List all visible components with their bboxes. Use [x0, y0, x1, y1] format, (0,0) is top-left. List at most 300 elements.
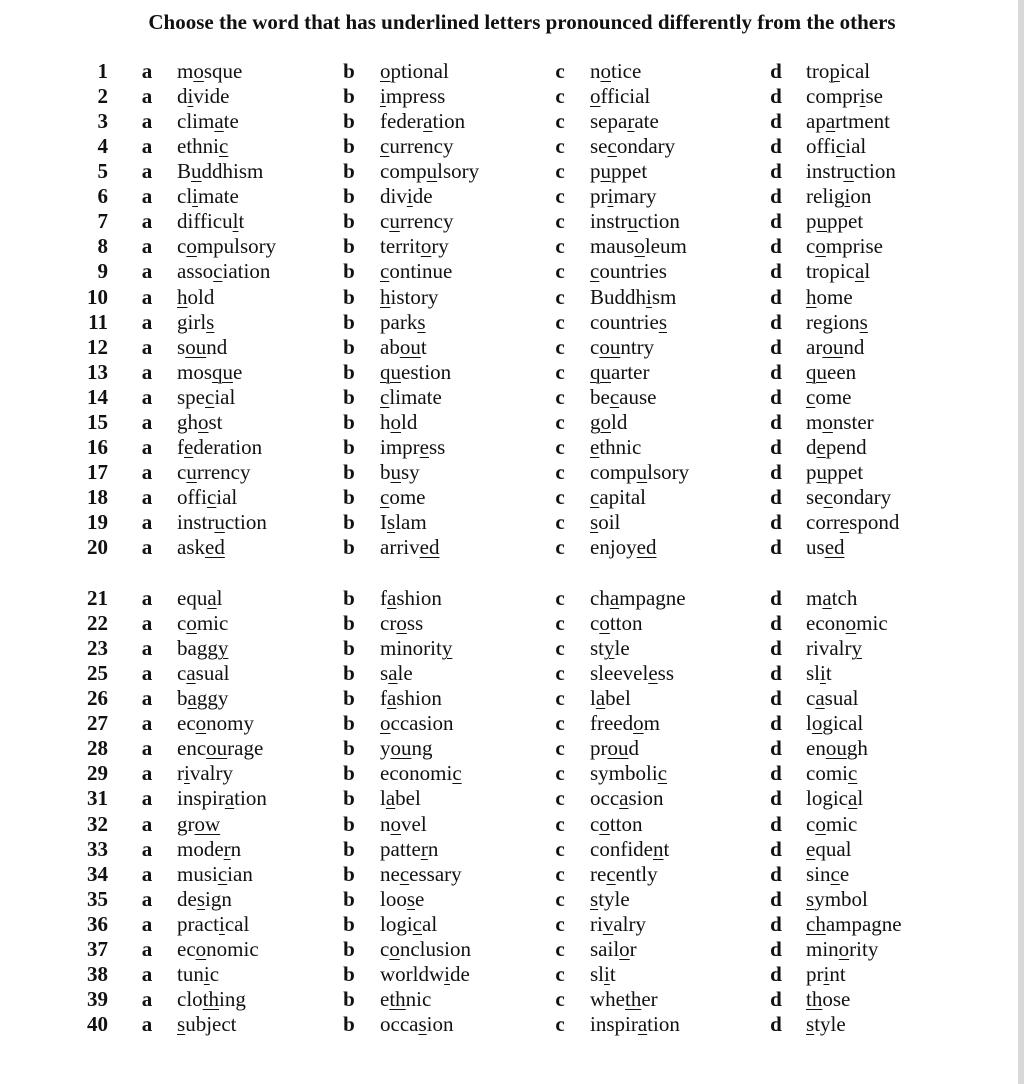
option-letter-d: d: [770, 159, 782, 184]
option-word-c: slit: [590, 961, 616, 986]
option-word-c: label: [590, 686, 631, 711]
option-letter-a: a: [141, 109, 153, 134]
option-letter-c: c: [555, 1011, 565, 1036]
option-word-b: federation: [380, 109, 466, 134]
option-letter-c: c: [555, 961, 565, 986]
underlined-letters: ou: [599, 334, 621, 359]
underlined-letters: u: [816, 459, 827, 484]
underlined-letters: a: [224, 786, 235, 811]
option-word-a: practical: [177, 911, 250, 936]
option-word-b: impress: [380, 84, 446, 108]
option-letter-c: c: [555, 459, 565, 484]
option-word-b: fashion: [380, 686, 442, 711]
underlined-letters: a: [207, 586, 217, 610]
underlined-letters: u: [816, 209, 827, 234]
option-word-b: arrived: [380, 535, 440, 559]
option-word-c: compulsory: [590, 459, 690, 484]
question-row: [0, 862, 1000, 887]
option-letter-b: b: [343, 409, 355, 434]
option-letter-b: b: [343, 535, 355, 559]
option-word-d: religion: [806, 184, 872, 209]
question-row: [0, 259, 1000, 284]
underlined-letters: i: [192, 184, 198, 209]
option-letter-c: c: [555, 284, 565, 309]
option-word-a: casual: [177, 661, 230, 686]
option-word-d: instruction: [806, 159, 896, 184]
underlined-letters: o: [380, 59, 391, 83]
question-row: [0, 962, 1000, 987]
question-row: [0, 385, 1000, 410]
option-letter-b: b: [343, 334, 355, 359]
option-letter-a: a: [141, 611, 153, 636]
option-letter-d: d: [770, 334, 782, 359]
option-letter-c: c: [555, 359, 565, 384]
option-letter-a: a: [141, 986, 153, 1011]
page-title: Choose the word that has underlined letters pronounced differently from the others: [148, 10, 896, 34]
question-row: [0, 59, 1000, 84]
question-row: [0, 460, 1000, 485]
question-number: 12: [87, 334, 108, 359]
option-letter-a: a: [141, 184, 153, 209]
option-letter-a: a: [141, 661, 153, 686]
underlined-letters: c: [830, 861, 840, 886]
option-letter-c: c: [555, 309, 565, 334]
option-letter-a: a: [141, 234, 153, 259]
option-letter-d: d: [770, 636, 782, 661]
option-word-a: economy: [177, 711, 254, 736]
option-word-b: divide: [380, 184, 433, 209]
option-word-d: symbol: [806, 886, 868, 911]
underlined-letters: o: [420, 234, 432, 259]
question-row: [0, 636, 1000, 661]
option-letter-c: c: [555, 234, 565, 259]
underlined-letters: o: [599, 611, 610, 636]
underlined-letters: o: [845, 611, 857, 636]
question-number: 7: [97, 209, 108, 234]
underlined-letters: o: [590, 84, 601, 108]
option-letter-d: d: [770, 786, 782, 811]
option-word-d: comprise: [806, 84, 883, 108]
question-row: [0, 586, 1000, 611]
question-number: 34: [87, 861, 108, 886]
option-word-d: style: [806, 1011, 846, 1036]
option-letter-d: d: [770, 686, 782, 711]
underlined-letters: ou: [607, 736, 629, 761]
underlined-letters: ou: [185, 334, 207, 359]
option-word-c: cotton: [590, 811, 643, 836]
option-word-c: separate: [590, 109, 659, 134]
option-letter-b: b: [343, 886, 355, 911]
underlined-letters: s: [590, 509, 599, 534]
option-letter-a: a: [141, 209, 153, 234]
question-number: 19: [87, 509, 108, 534]
option-word-c: secondary: [590, 134, 676, 159]
option-word-a: baggy: [177, 686, 229, 711]
option-word-c: ethnic: [590, 434, 642, 459]
underlined-letters: o: [193, 59, 204, 83]
option-letter-a: a: [141, 1011, 153, 1036]
question-row: [0, 937, 1000, 962]
underlined-letters: h: [177, 284, 188, 309]
option-letter-c: c: [555, 484, 565, 509]
option-word-d: comic: [806, 761, 858, 786]
underlined-letters: a: [619, 786, 629, 811]
underlined-letters: i: [646, 284, 652, 309]
question-number: 27: [87, 711, 108, 736]
option-word-a: climate: [177, 109, 239, 134]
option-word-c: countries: [590, 259, 667, 284]
option-letter-c: c: [555, 259, 565, 284]
option-word-c: mausoleum: [590, 234, 687, 259]
option-letter-a: a: [141, 786, 153, 811]
option-word-c: soil: [590, 509, 621, 534]
option-word-d: comprise: [806, 234, 883, 259]
option-word-d: enough: [806, 736, 868, 761]
question-row: [0, 611, 1000, 636]
option-letter-d: d: [770, 711, 782, 736]
option-word-b: parks: [380, 309, 426, 334]
option-letter-c: c: [555, 409, 565, 434]
option-word-b: loose: [380, 886, 425, 911]
option-letter-a: a: [141, 886, 153, 911]
underlined-letters: h: [380, 284, 391, 309]
question-number: 32: [87, 811, 108, 836]
underlined-letters: e: [590, 434, 600, 459]
option-word-d: puppet: [806, 459, 864, 484]
option-word-d: come: [806, 384, 852, 409]
option-word-d: equal: [806, 836, 852, 861]
option-letter-d: d: [770, 811, 782, 836]
option-letter-a: a: [141, 409, 153, 434]
underlined-letters: u: [214, 509, 225, 534]
option-letter-c: c: [555, 686, 565, 711]
underlined-letters: i: [607, 184, 614, 209]
option-letter-c: c: [555, 761, 565, 786]
option-word-d: rivalry: [806, 636, 862, 661]
question-number: 4: [97, 134, 108, 159]
underlined-letters: ow: [194, 811, 221, 836]
underlined-letters: a: [815, 686, 825, 711]
option-word-a: rivalry: [177, 761, 233, 786]
option-word-b: pattern: [380, 836, 439, 861]
option-word-c: sailor: [590, 936, 637, 961]
option-letter-d: d: [770, 409, 782, 434]
option-word-a: Buddhism: [177, 159, 264, 184]
option-letter-d: d: [770, 736, 782, 761]
option-word-d: since: [806, 861, 850, 886]
underlined-letters: s: [859, 309, 868, 334]
option-letter-a: a: [141, 836, 153, 861]
option-word-d: minority: [806, 936, 879, 961]
underlined-letters: r: [420, 836, 428, 861]
option-letter-d: d: [770, 986, 782, 1011]
underlined-letters: qu: [806, 359, 827, 384]
question-row: [0, 410, 1000, 435]
question-row: [0, 310, 1000, 335]
question-row: [0, 736, 1000, 761]
option-letter-d: d: [770, 459, 782, 484]
question-row: [0, 360, 1000, 385]
option-word-c: confident: [590, 836, 670, 861]
option-letter-b: b: [343, 134, 355, 159]
question-row: [0, 159, 1000, 184]
underlined-letters: i: [380, 84, 386, 108]
question-row: [0, 711, 1000, 736]
option-word-a: climate: [177, 184, 239, 209]
underlined-letters: h: [806, 284, 817, 309]
option-letter-c: c: [555, 184, 565, 209]
underlined-letters: s: [658, 309, 667, 334]
option-letter-b: b: [343, 234, 355, 259]
option-letter-d: d: [770, 886, 782, 911]
underlined-letters: o: [815, 811, 826, 836]
underlined-letters: a: [423, 109, 433, 134]
option-letter-d: d: [770, 384, 782, 409]
option-letter-c: c: [555, 586, 565, 610]
option-letter-a: a: [141, 761, 153, 786]
underlined-letters: o: [600, 409, 611, 434]
underlined-letters: i: [444, 961, 451, 986]
question-row: [0, 887, 1000, 912]
option-letter-a: a: [141, 961, 153, 986]
underlined-letters: s: [196, 886, 206, 911]
underlined-letters: i: [820, 661, 826, 686]
underlined-letters: i: [218, 911, 225, 936]
option-word-d: champagne: [806, 911, 902, 936]
option-word-a: clothing: [177, 986, 246, 1011]
underlined-letters: ed: [205, 535, 225, 559]
option-letter-d: d: [770, 911, 782, 936]
underlined-letters: o: [634, 234, 645, 259]
option-word-a: baggy: [177, 636, 229, 661]
option-letter-b: b: [343, 484, 355, 509]
underlined-letters: o: [600, 59, 611, 83]
option-word-d: tropical: [806, 59, 871, 83]
option-letter-a: a: [141, 59, 153, 83]
question-row: [0, 661, 1000, 686]
underlined-letters: o: [815, 234, 826, 259]
underlined-letters: n: [652, 836, 664, 861]
option-letter-d: d: [770, 134, 782, 159]
option-word-c: capital: [590, 484, 646, 509]
option-letter-c: c: [555, 811, 565, 836]
underlined-letters: a: [187, 686, 197, 711]
underlined-letters: c: [205, 384, 215, 409]
option-word-a: musician: [177, 861, 253, 886]
question-number: 21: [87, 586, 108, 610]
option-letter-a: a: [141, 84, 153, 108]
option-letter-a: a: [141, 736, 153, 761]
underlined-letters: c: [380, 384, 390, 409]
option-letter-c: c: [555, 434, 565, 459]
option-letter-b: b: [343, 636, 355, 661]
option-word-b: conclusion: [380, 936, 471, 961]
option-word-a: economic: [177, 936, 259, 961]
underlined-letters: u: [191, 159, 202, 184]
option-letter-c: c: [555, 611, 565, 636]
underlined-letters: c: [217, 861, 228, 886]
question-row: [0, 535, 1000, 560]
option-word-d: official: [806, 134, 867, 159]
option-letter-c: c: [555, 334, 565, 359]
option-word-a: official: [177, 484, 238, 509]
underlined-letters: u: [426, 159, 438, 184]
question-row: [0, 435, 1000, 460]
underlined-letters: o: [186, 234, 197, 259]
option-word-c: notice: [590, 59, 642, 83]
option-letter-b: b: [343, 936, 355, 961]
underlined-letters: i: [406, 184, 413, 209]
option-letter-b: b: [343, 586, 355, 610]
option-letter-c: c: [555, 134, 565, 159]
option-word-b: Islam: [380, 509, 427, 534]
option-letter-a: a: [141, 911, 153, 936]
underlined-letters: s: [417, 309, 426, 334]
underlined-letters: s: [387, 509, 396, 534]
underlined-letters: a: [385, 786, 396, 811]
underlined-letters: a: [825, 109, 836, 134]
option-letter-d: d: [770, 535, 782, 559]
question-number: 2: [97, 84, 108, 108]
question-number: 39: [87, 986, 108, 1011]
option-word-b: novel: [380, 811, 427, 836]
underlined-letters: c: [606, 861, 616, 886]
option-word-d: print: [806, 961, 846, 986]
option-word-b: continue: [380, 259, 453, 284]
question-number: 25: [87, 661, 108, 686]
underlined-letters: o: [838, 936, 850, 961]
option-letter-b: b: [343, 109, 355, 134]
option-letter-b: b: [343, 284, 355, 309]
option-letter-c: c: [555, 509, 565, 534]
option-word-b: territory: [380, 234, 449, 259]
question-number: 31: [87, 786, 108, 811]
option-letter-d: d: [770, 586, 782, 610]
option-word-a: design: [177, 886, 232, 911]
option-word-c: quarter: [590, 359, 650, 384]
option-letter-d: d: [770, 59, 782, 83]
option-word-b: compulsory: [380, 159, 480, 184]
underlined-letters: i: [184, 761, 190, 786]
option-word-c: champagne: [590, 586, 686, 610]
underlined-letters: v: [602, 911, 614, 936]
question-row: [0, 1012, 1000, 1037]
option-letter-c: c: [555, 59, 565, 83]
underlined-letters: c: [380, 259, 390, 284]
option-letter-d: d: [770, 234, 782, 259]
underlined-letters: c: [823, 484, 833, 509]
option-letter-c: c: [555, 836, 565, 861]
option-letter-b: b: [343, 509, 355, 534]
underlined-letters: a: [387, 686, 397, 711]
option-word-b: currency: [380, 134, 454, 159]
underlined-letters: c: [848, 761, 858, 786]
option-letter-c: c: [555, 736, 565, 761]
underlined-letters: ou: [390, 736, 412, 761]
option-word-c: primary: [590, 184, 657, 209]
question-number: 6: [97, 184, 108, 209]
option-letter-a: a: [141, 636, 153, 661]
option-letter-b: b: [343, 59, 355, 83]
question-number: 26: [87, 686, 108, 711]
option-word-b: necessary: [380, 861, 462, 886]
option-letter-b: b: [343, 359, 355, 384]
option-letter-c: c: [555, 886, 565, 911]
option-word-b: economic: [380, 761, 462, 786]
question-number: 5: [97, 159, 108, 184]
option-letter-a: a: [141, 459, 153, 484]
underlined-letters: o: [822, 409, 833, 434]
option-word-c: style: [590, 886, 630, 911]
question-row: [0, 812, 1000, 837]
option-word-c: proud: [590, 736, 639, 761]
option-word-c: recently: [590, 861, 658, 886]
question-number: 1: [97, 59, 108, 83]
underlined-letters: qu: [212, 359, 234, 384]
question-number: 35: [87, 886, 108, 911]
option-letter-c: c: [555, 711, 565, 736]
option-letter-a: a: [141, 384, 153, 409]
underlined-letters: o: [633, 711, 644, 736]
option-word-b: about: [380, 334, 427, 359]
option-letter-d: d: [770, 611, 782, 636]
option-letter-d: d: [770, 509, 782, 534]
option-word-d: match: [806, 586, 858, 610]
underlined-letters: o: [396, 611, 407, 636]
underlined-letters: e: [839, 509, 850, 534]
option-word-b: label: [380, 786, 421, 811]
option-letter-b: b: [343, 259, 355, 284]
question-row: [0, 786, 1000, 811]
option-word-d: comic: [806, 811, 858, 836]
underlined-letters: u: [389, 209, 400, 234]
option-letter-b: b: [343, 309, 355, 334]
question-row: [0, 837, 1000, 862]
underlined-letters: s: [406, 886, 416, 911]
option-letter-b: b: [343, 836, 355, 861]
underlined-letters: c: [412, 911, 422, 936]
option-letter-c: c: [555, 159, 565, 184]
question-number: 40: [87, 1011, 108, 1036]
question-number: 18: [87, 484, 108, 509]
option-letter-d: d: [770, 359, 782, 384]
underlined-letters: qu: [590, 359, 611, 384]
option-word-c: because: [590, 384, 657, 409]
option-word-d: used: [806, 535, 845, 559]
option-word-c: country: [590, 334, 655, 359]
option-word-d: tropical: [806, 259, 871, 284]
question-row: [0, 335, 1000, 360]
option-letter-b: b: [343, 384, 355, 409]
option-letter-c: c: [555, 209, 565, 234]
underlined-letters: ch: [806, 911, 826, 936]
underlined-letters: s: [206, 309, 215, 334]
underlined-letters: a: [637, 1011, 648, 1036]
option-letter-c: c: [555, 535, 565, 559]
underlined-letters: c: [657, 761, 668, 786]
underlined-letters: u: [636, 459, 648, 484]
option-word-d: around: [806, 334, 865, 359]
option-word-a: inspiration: [177, 786, 267, 811]
option-letter-b: b: [343, 811, 355, 836]
underlined-letters: u: [627, 209, 638, 234]
question-row: [0, 209, 1000, 234]
underlined-letters: th: [389, 986, 406, 1011]
underlined-letters: c: [609, 384, 620, 409]
question-number: 3: [97, 109, 108, 134]
option-word-c: cotton: [590, 611, 643, 636]
option-word-d: puppet: [806, 209, 864, 234]
